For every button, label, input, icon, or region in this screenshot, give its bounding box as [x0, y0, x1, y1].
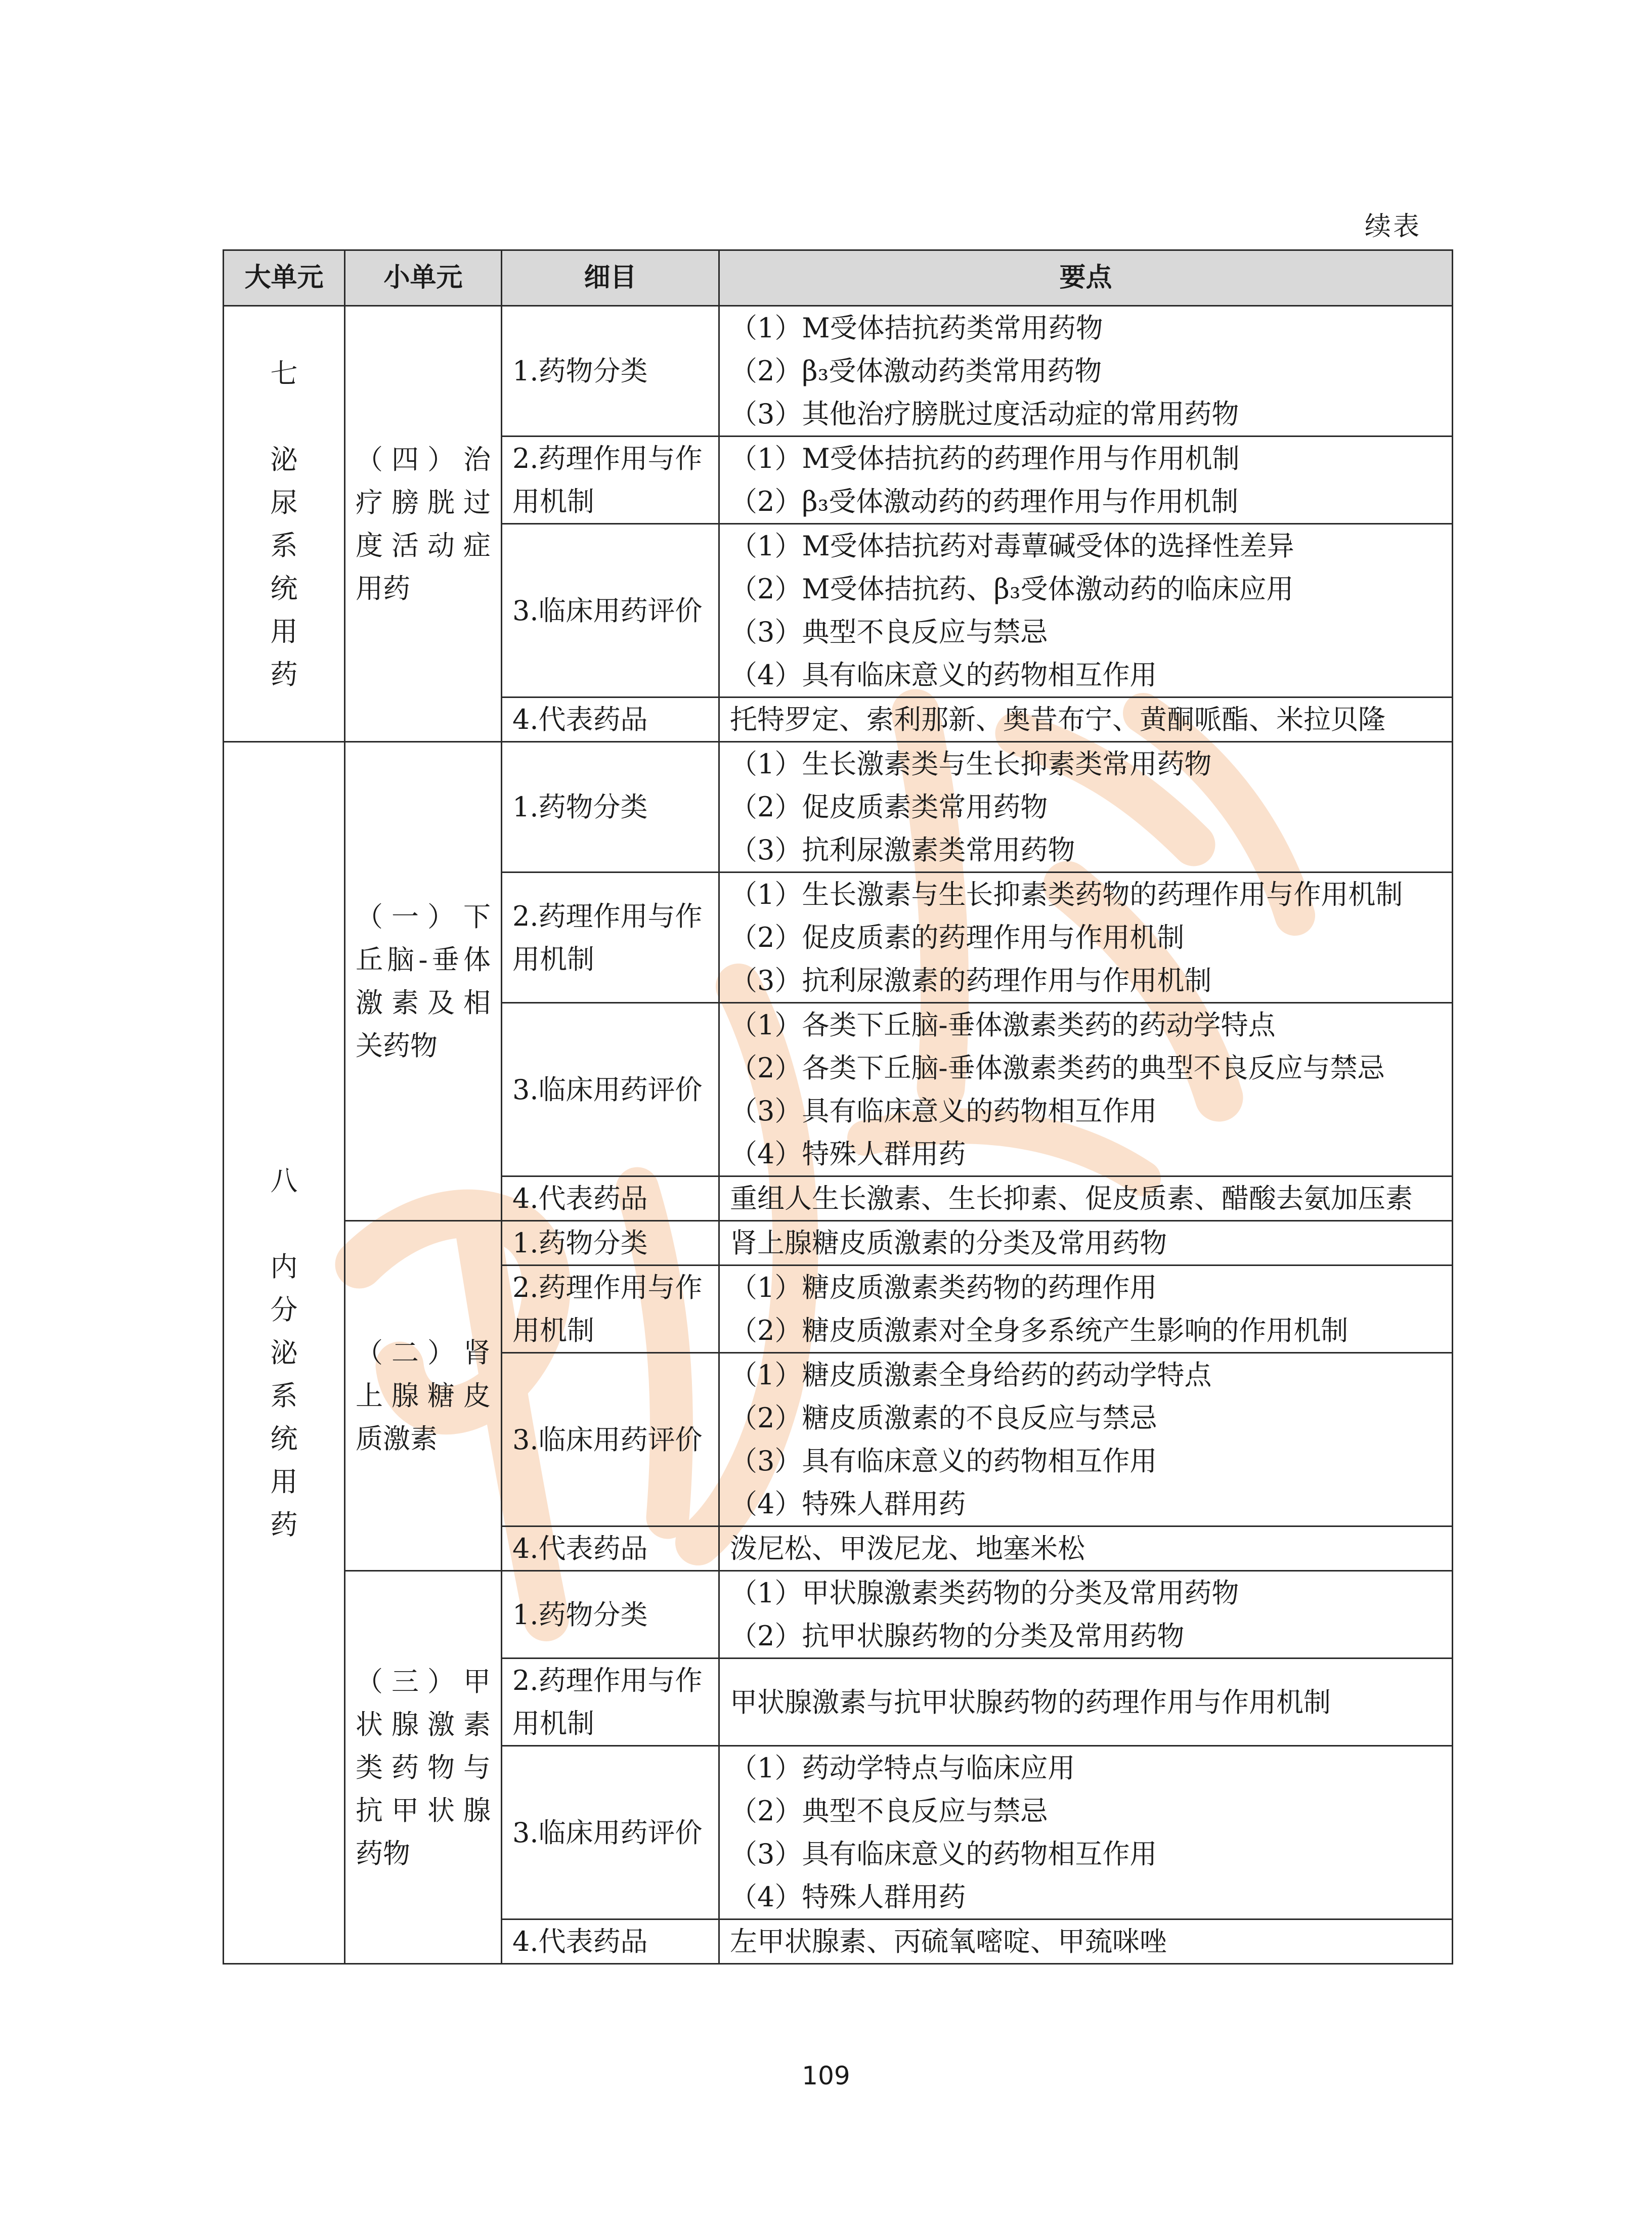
key-points-cell: [719, 1659, 1453, 1746]
major-unit-number: 七: [270, 357, 298, 389]
key-point-line: （2）各类下丘脑-垂体激素类药的典型不良反应与禁忌: [730, 1052, 1385, 1084]
key-point-line: （1）生长激素类与生长抑素类常用药物: [730, 748, 1212, 780]
key-point-line: （1）糖皮质激素类药物的药理作用: [730, 1272, 1157, 1303]
key-point-line: （3）具有临床意义的药物相互作用: [730, 1445, 1157, 1477]
major-unit-name: 内分泌系统用药: [270, 1251, 298, 1541]
detail-cell: 1.药物分类: [502, 742, 719, 872]
key-point-line: （2）抗甲状腺药物的分类及常用药物: [730, 1620, 1185, 1652]
key-points-cell: [719, 872, 1453, 1003]
key-points-cell: [719, 742, 1453, 872]
detail-cell: 4.代表药品: [502, 1919, 719, 1964]
detail-cell: 2.药理作用与作用机制: [502, 1659, 719, 1746]
detail-cell: 1.药物分类: [502, 1571, 719, 1659]
key-point-line: （2）典型不良反应与禁忌: [730, 1795, 1048, 1827]
key-points-cell: [719, 306, 1453, 437]
detail-cell: 1.药物分类: [502, 1221, 719, 1266]
key-point-line: （3）抗利尿激素的药理作用与作用机制: [730, 965, 1212, 996]
key-point-line: （3）典型不良反应与禁忌: [730, 616, 1048, 648]
key-point-line: 重组人生长激素、生长抑素、促皮质素、醋酸去氨加压素: [730, 1183, 1413, 1214]
table-row: [224, 306, 1453, 437]
key-point-line: （1）药动学特点与临床应用: [730, 1752, 1075, 1784]
detail-cell: 1.药物分类: [502, 306, 719, 437]
major-unit-name: 泌尿系统用药: [270, 443, 298, 690]
key-points-cell: [719, 1919, 1453, 1964]
sub-unit-cell: （一）下丘脑-垂体激素及相关药物: [345, 742, 502, 1221]
major-unit-cell: [224, 742, 345, 1964]
header-row: [224, 250, 1453, 306]
header-detail: 细目: [502, 250, 719, 306]
key-points-cell: [719, 1176, 1453, 1221]
key-point-line: （1）甲状腺激素类药物的分类及常用药物: [730, 1577, 1239, 1609]
detail-cell: 2.药理作用与作用机制: [502, 1266, 719, 1353]
key-points-cell: [719, 1526, 1453, 1571]
detail-cell: 3.临床用药评价: [502, 1353, 719, 1526]
detail-cell: 4.代表药品: [502, 1526, 719, 1571]
sub-unit-cell: （二）肾上腺糖皮质激素: [345, 1221, 502, 1571]
detail-cell: 3.临床用药评价: [502, 524, 719, 697]
key-point-line: （1）M受体拮抗药对毒蕈碱受体的选择性差异: [730, 530, 1294, 562]
key-point-line: （2）糖皮质激素的不良反应与禁忌: [730, 1402, 1157, 1434]
key-points-cell: [719, 1003, 1453, 1176]
key-points-cell: [719, 697, 1453, 742]
key-point-line: 肾上腺糖皮质激素的分类及常用药物: [730, 1227, 1167, 1259]
key-points-cell: [719, 437, 1453, 524]
detail-cell: 4.代表药品: [502, 697, 719, 742]
detail-cell: 2.药理作用与作用机制: [502, 872, 719, 1003]
key-point-line: （3）具有临床意义的药物相互作用: [730, 1838, 1157, 1870]
detail-cell: 3.临床用药评价: [502, 1746, 719, 1919]
detail-cell: 4.代表药品: [502, 1176, 719, 1221]
key-point-line: （4）特殊人群用药: [730, 1488, 966, 1520]
header-key-points: 要点: [719, 250, 1453, 306]
key-points-cell: [719, 1353, 1453, 1526]
table-row: [224, 1221, 1453, 1266]
key-point-line: （1）M受体拮抗药的药理作用与作用机制: [730, 443, 1240, 474]
key-point-line: 托特罗定、索利那新、奥昔布宁、黄酮哌酯、米拉贝隆: [730, 704, 1385, 735]
key-point-line: （1）M受体拮抗药类常用药物: [730, 312, 1103, 344]
key-point-line: （2）促皮质素类常用药物: [730, 791, 1048, 823]
syllabus-table: [223, 249, 1453, 1965]
page-number: 109: [802, 2061, 850, 2090]
major-unit-cell: [224, 306, 345, 742]
key-point-line: （1）生长激素与生长抑素类药物的药理作用与作用机制: [730, 879, 1403, 910]
key-points-cell: [719, 1221, 1453, 1266]
key-points-cell: [719, 1571, 1453, 1659]
table-row: [224, 742, 1453, 872]
key-point-line: （2）M受体拮抗药、β₃受体激动药的临床应用: [730, 573, 1294, 605]
key-point-line: （3）抗利尿激素类常用药物: [730, 834, 1075, 866]
key-point-line: （3）具有临床意义的药物相互作用: [730, 1095, 1157, 1127]
header-major-unit: 大单元: [224, 250, 345, 306]
key-point-line: （4）特殊人群用药: [730, 1138, 966, 1170]
key-points-cell: [719, 524, 1453, 697]
key-point-line: （2）β₃受体激动药的药理作用与作用机制: [730, 486, 1239, 517]
key-point-line: （1）各类下丘脑-垂体激素类药的药动学特点: [730, 1009, 1276, 1041]
key-points-cell: [719, 1266, 1453, 1353]
key-point-line: 左甲状腺素、丙硫氧嘧啶、甲巯咪唑: [730, 1926, 1167, 1957]
detail-cell: 3.临床用药评价: [502, 1003, 719, 1176]
detail-cell: 2.药理作用与作用机制: [502, 437, 719, 524]
key-point-line: （2）β₃受体激动药类常用药物: [730, 355, 1102, 387]
key-point-line: （4）具有临床意义的药物相互作用: [730, 659, 1157, 691]
header-sub-unit: 小单元: [345, 250, 502, 306]
key-point-line: （2）糖皮质激素对全身多系统产生影响的作用机制: [730, 1315, 1349, 1346]
key-point-line: （3）其他治疗膀胱过度活动症的常用药物: [730, 398, 1239, 430]
key-point-line: （4）特殊人群用药: [730, 1881, 966, 1913]
key-point-line: （2）促皮质素的药理作用与作用机制: [730, 922, 1185, 953]
key-points-cell: [719, 1746, 1453, 1919]
table-row: [224, 1571, 1453, 1659]
table-continued-caption: 续表: [1364, 211, 1421, 242]
sub-unit-cell: （三）甲状腺激素类药物与抗甲状腺药物: [345, 1571, 502, 1964]
sub-unit-cell: （四）治疗膀胱过度活动症用药: [345, 306, 502, 742]
table-body: [224, 306, 1453, 1964]
key-point-line: 泼尼松、甲泼尼龙、地塞米松: [730, 1533, 1085, 1564]
key-point-line: 甲状腺激素与抗甲状腺药物的药理作用与作用机制: [730, 1686, 1331, 1718]
major-unit-number: 八: [270, 1165, 298, 1197]
key-point-line: （1）糖皮质激素全身给药的药动学特点: [730, 1359, 1212, 1391]
